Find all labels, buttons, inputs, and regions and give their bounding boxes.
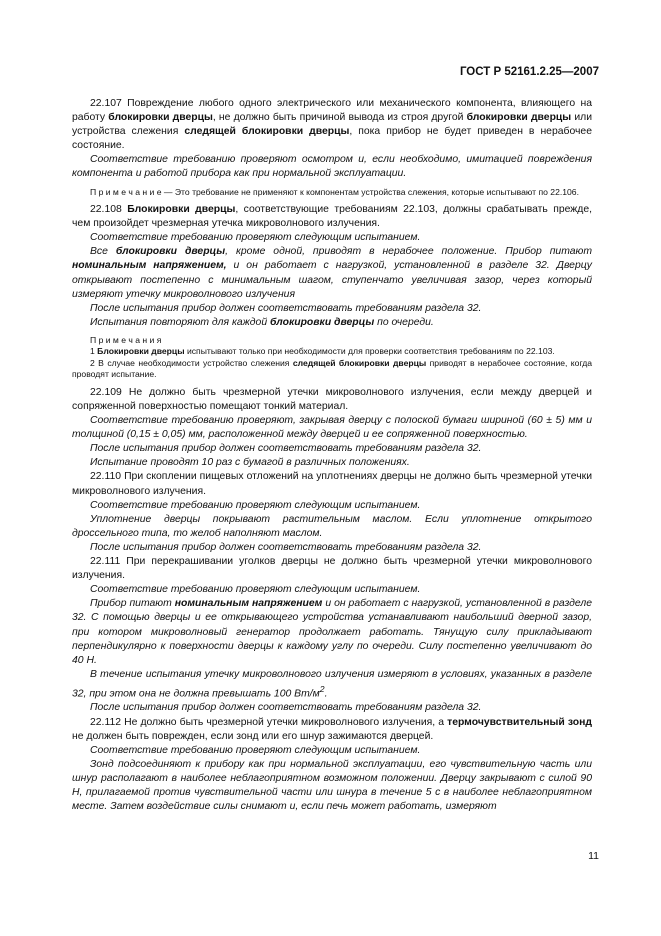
document-body [72, 97, 592, 814]
body-paragraph: 22.109 Не должно быть чрезмерной утечки микроволнового излучения, если между дверцей и сопряженной поверхностью помещают тонкий материал. [72, 386, 592, 412]
note-paragraph: 1 Блокировки дверцы испытывают только при необходимости для проверки соответствия требованиям по 22.103. [90, 346, 555, 357]
body-paragraph: Соответствие требованию проверяют следующим испытанием. [90, 744, 421, 756]
body-paragraph: 22.108 Блокировки дверцы, соответствующие требованиям 22.103, должны срабатывать прежде, чем произойдет чрезмерная утечка микроволнового излучения. [72, 204, 592, 230]
body-paragraph: Соответствие требованию проверяют следующим испытанием. [90, 232, 421, 244]
note-paragraph: 2 В случае необходимости устройство слежения следящей блокировки дверцы приводят в нерабочее состояние, когда проводят испытание. [72, 357, 592, 380]
body-paragraph: 22.112 Не должно быть чрезмерной утечки микроволнового излучения, а термочувствительный зонд не должен быть поврежден, если зонд или его шнур зажимаются дверцей. [72, 716, 592, 742]
body-paragraph: После испытания прибор должен соответствовать требованиям раздела 32. [90, 541, 482, 553]
body-paragraph: Уплотнение дверцы покрывают растительным маслом. Если уплотнение открытого дроссельного типа, то желоб наполняют маслом. [72, 513, 592, 539]
body-paragraph: После испытания прибор должен соответствовать требованиям раздела 32. [90, 443, 482, 455]
body-paragraph: Испытания повторяют для каждой блокировки дверцы по очереди. [90, 316, 434, 328]
note-paragraph: П р и м е ч а н и е — Это требование не применяют к компонентам устройства слежения, которые испытывают по 22.106. [90, 186, 579, 197]
body-paragraph: Зонд подсоединяют к прибору как при нормальной эксплуатации, его чувствительную часть или шнур располагают в наиболее неблагоприятном возможном положении. Дверцу закрывают с силой 90 Н, прилагаемой против чувствительной части или шнура в течение 5 с в наиболее неблагоприятном месте. Затем воздействие силы снимают и, если печь может работать, измеряют [72, 758, 592, 813]
body-paragraph: 22.111 При перекрашивании уголков дверцы не должно быть чрезмерной утечки микроволнового излучения. [72, 556, 592, 582]
body-paragraph: Все блокировки дверцы, кроме одной, приводят в нерабочее положение. Прибор питают номинальным напряжением, и он работает с нагрузкой, установленной в разделе 32. Дверцу открывают постепенно с минимальным шагом, ступенчато увеличивая зазор, через который измеряют утечку микроволнового излучения [72, 246, 592, 300]
body-paragraph: Соответствие требованию проверяют следующим испытанием. [90, 584, 421, 596]
body-paragraph: После испытания прибор должен соответствовать требованиям раздела 32. [90, 302, 482, 314]
body-paragraph: 22.107 Повреждение любого одного электрического или механического компонента, влияющего на работу блокировки дверцы, не должно быть причиной вывода из строя другой блокировки дверцы или устройства слежения следящей блокировки дверцы, пока прибор не будет приведен в нерабочее состояние. [72, 98, 592, 152]
body-paragraph: Соответствие требованию проверяют, закрывая дверцу с полоской бумаги шириной (60 ± 5) мм и толщиной (0,15 ± 0,05) мм, расположенной между дверцей и ее сопряженной поверхностью. [72, 415, 592, 441]
body-paragraph: Соответствие требованию проверяют следующим испытанием. [90, 499, 421, 511]
body-paragraph: В течение испытания утечку микроволнового излучения измеряют в условиях, указанных в разделе 32, при этом она не должна превышать 100 $Вт/м^2$. [72, 668, 592, 700]
body-paragraph: Прибор питают номинальным напряжением и он работает с нагрузкой, установленной в разделе 32. С помощью дверцы и ее открывающего устройства устанавливают наибольший дверной зазор, при котором микроволновый генератор продолжает работать. Тянущую силу прикладывают перпендикулярно к поверхности дверцы к каждому углу по очереди. Силу постепенно увеличивают до 40 Н. [72, 598, 592, 666]
body-paragraph: Соответствие требованию проверяют осмотром и, если необходимо, имитацией повреждения компонента и работой прибора как при нормальной эксплуатации. [72, 154, 592, 180]
document-header: ГОСТ Р 52161.2.25—2007 [459, 66, 599, 78]
page-number: 11 [588, 850, 599, 862]
body-paragraph: После испытания прибор должен соответствовать требованиям раздела 32. [90, 702, 482, 714]
body-paragraph: Испытание проводят 10 раз с бумагой в различных положениях. [90, 457, 410, 469]
body-paragraph: 22.110 При скоплении пищевых отложений на уплотнениях дверцы не должно быть чрезмерной утечки микроволнового излучения. [72, 471, 592, 497]
note-paragraph: П р и м е ч а н и я [90, 334, 162, 345]
